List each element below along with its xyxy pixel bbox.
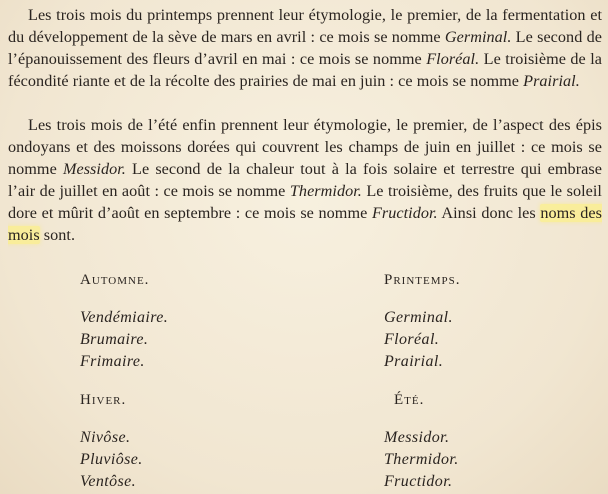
season-heading-winter: Hiver.	[80, 392, 127, 408]
paragraph-spring-text: Le second de l’épanouissement des fleurs d’avril en mai : ce mois se nomme	[8, 28, 602, 68]
paragraph-summer-text: Le second de la chaleur tout à la fois solaire et terrestre qui embrase l’air de juillet en août : ce mois se nomme	[8, 160, 602, 200]
month-brumaire: Brumaire.	[80, 331, 149, 348]
month-prairial: Prairial.	[384, 353, 444, 370]
paragraph-summer-text: sont.	[43, 226, 76, 244]
month-frimaire: Frimaire.	[80, 353, 145, 370]
month-germinal-inline: Germinal.	[444, 28, 512, 46]
paragraph-summer	[8, 114, 602, 246]
month-fructidor-inline: Fructidor.	[371, 204, 438, 222]
paragraph-spring-text: Le troisième de la fécondité riante et de la récolte des prairies de mai en juin : ce mois se nomme	[8, 50, 603, 90]
paragraph-summer-text: Le troisième, des fruits que le soleil dore et mûrit d’août en septembre : ce mois se nomme	[8, 182, 602, 222]
month-messidor-inline: Messidor.	[62, 160, 126, 178]
paragraph-summer-text: Ainsi donc les	[441, 204, 536, 222]
season-heading-spring: Printemps.	[384, 272, 461, 288]
month-floreal-inline: Floréal.	[426, 50, 480, 68]
month-prairial-inline: Prairial.	[523, 72, 580, 90]
month-messidor: Messidor.	[384, 429, 450, 446]
month-germinal: Germinal.	[384, 309, 453, 326]
season-heading-summer: Été.	[394, 392, 425, 408]
month-nivose: Nivôse.	[80, 429, 131, 446]
paragraph-spring	[8, 4, 602, 92]
paragraph-spring-text: Les trois mois du printemps prennent leur étymologie, le premier, de la fermentation et du développement de la sève de mars en avril : ce mois se nomme	[8, 6, 602, 46]
paragraph-summer-text: Les trois mois de l’été enfin prennent leur étymologie, le premier, de l’aspect des épis ondoyans et des moissons dorées qui couvrent les champs de juin en juillet : ce mois se nomme	[8, 116, 602, 178]
month-floreal: Floréal.	[384, 331, 440, 348]
highlighted-phrase[interactable]: noms des mois	[8, 204, 602, 244]
month-pluviose: Pluviôse.	[80, 451, 143, 468]
month-fructidor: Fructidor.	[384, 473, 453, 490]
season-heading-autumn: Automne.	[80, 272, 150, 288]
month-ventose: Ventôse.	[80, 473, 137, 490]
month-vendemiaire: Vendémiaire.	[80, 309, 169, 326]
month-thermidor: Thermidor.	[384, 451, 459, 468]
month-thermidor-inline: Thermidor.	[289, 182, 362, 200]
